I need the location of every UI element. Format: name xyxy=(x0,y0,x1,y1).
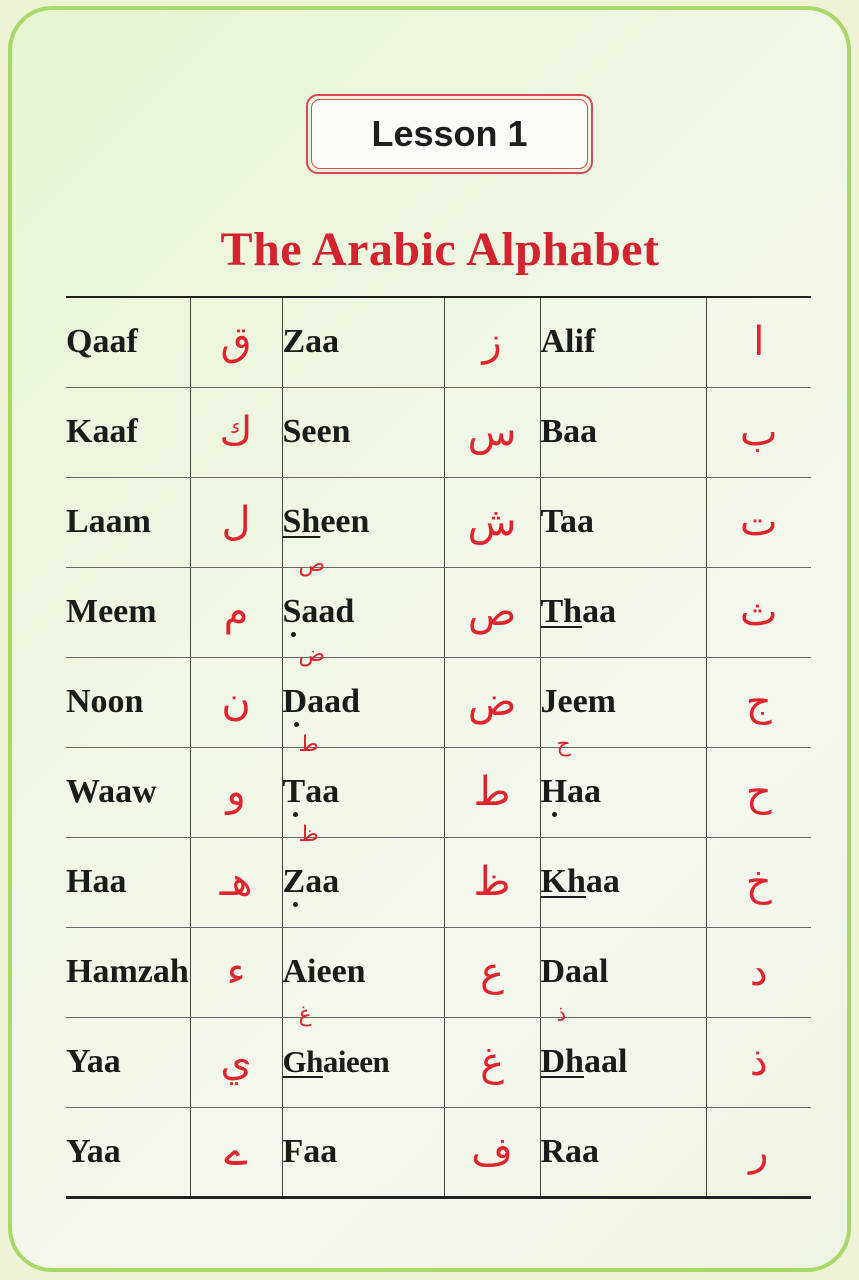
letter-name: Jeem xyxy=(540,657,706,747)
arabic-letter: ن xyxy=(190,657,282,747)
arabic-letter: خ xyxy=(706,837,811,927)
arabic-letter: ج xyxy=(706,657,811,747)
arabic-letter: ر xyxy=(706,1107,811,1197)
letter-name: Faa xyxy=(282,1107,444,1197)
arabic-letter: ض xyxy=(444,657,540,747)
alphabet-table xyxy=(66,296,811,1199)
lesson-label: Lesson 1 xyxy=(371,113,528,154)
arabic-letter: ح xyxy=(706,747,811,837)
arabic-letter: ق xyxy=(190,297,282,387)
arabic-letter: ت xyxy=(706,477,811,567)
letter-name: Seen xyxy=(282,387,444,477)
arabic-letter: ل xyxy=(190,477,282,567)
letter-name: Raa xyxy=(540,1107,706,1197)
arabic-letter: هـ xyxy=(190,837,282,927)
arabic-letter: ص xyxy=(444,567,540,657)
mini-letter: ط xyxy=(298,731,319,757)
letter-name: Haa xyxy=(66,837,190,927)
arabic-letter: ع xyxy=(444,927,540,1017)
arabic-letter: ظ xyxy=(444,837,540,927)
table-row xyxy=(66,837,811,927)
letter-name: ص Saad xyxy=(282,567,444,657)
mini-letter: ح xyxy=(556,731,571,757)
arabic-letter: د xyxy=(706,927,811,1017)
table-row xyxy=(66,387,811,477)
arabic-letter: س xyxy=(444,387,540,477)
letter-name: ح Haa xyxy=(540,747,706,837)
letter-name: Meem xyxy=(66,567,190,657)
letter-name: ط Taa xyxy=(282,747,444,837)
table-row xyxy=(66,1107,811,1197)
letter-name: Khaa xyxy=(540,837,706,927)
letter-name: Waaw xyxy=(66,747,190,837)
arabic-letter: و xyxy=(190,747,282,837)
page-title: The Arabic Alphabet xyxy=(220,223,660,276)
arabic-letter: ش xyxy=(444,477,540,567)
arabic-letter: م xyxy=(190,567,282,657)
table-row xyxy=(66,477,811,567)
mini-letter: غ xyxy=(298,1001,312,1027)
lesson-label-box xyxy=(306,94,593,174)
arabic-letter: ف xyxy=(444,1107,540,1197)
letter-name: Qaaf xyxy=(66,297,190,387)
arabic-letter: ي xyxy=(190,1017,282,1107)
arabic-letter: ذ xyxy=(706,1017,811,1107)
arabic-letter: ك xyxy=(190,387,282,477)
arabic-letter: ب xyxy=(706,387,811,477)
letter-name: Zaa xyxy=(282,297,444,387)
letter-name: ظ Zaa xyxy=(282,837,444,927)
letter-name: Aieen xyxy=(282,927,444,1017)
arabic-letter: ے xyxy=(190,1107,282,1197)
table-row xyxy=(66,747,811,837)
mini-letter: ظ xyxy=(298,821,319,847)
arabic-letter: ث xyxy=(706,567,811,657)
letter-name: Daal xyxy=(540,927,706,1017)
letter-name: Laam xyxy=(66,477,190,567)
table-row xyxy=(66,657,811,747)
letter-name: Thaa xyxy=(540,567,706,657)
mini-letter: ذ xyxy=(556,1001,567,1027)
arabic-letter: ا xyxy=(706,297,811,387)
letter-name: Baa xyxy=(540,387,706,477)
arabic-letter: ط xyxy=(444,747,540,837)
table-row xyxy=(66,927,811,1017)
letter-name: Alif xyxy=(540,297,706,387)
letter-name: غ Ghaieen xyxy=(282,1017,444,1107)
letter-name: Sheen xyxy=(282,477,444,567)
letter-name: Noon xyxy=(66,657,190,747)
letter-name: Yaa xyxy=(66,1017,190,1107)
arabic-letter: ء xyxy=(190,927,282,1017)
letter-name: Kaaf xyxy=(66,387,190,477)
mini-letter: ص xyxy=(298,551,326,577)
letter-name: ض Daad xyxy=(282,657,444,747)
table-row xyxy=(66,1017,811,1107)
arabic-letter: غ xyxy=(444,1017,540,1107)
letter-name: Yaa xyxy=(66,1107,190,1197)
letter-name: Hamzah xyxy=(66,927,190,1017)
table-row xyxy=(66,567,811,657)
arabic-letter: ز xyxy=(444,297,540,387)
table-row xyxy=(66,297,811,387)
letter-name: Taa xyxy=(540,477,706,567)
letter-name: ذ Dhaal xyxy=(540,1017,706,1107)
mini-letter: ض xyxy=(298,641,326,667)
